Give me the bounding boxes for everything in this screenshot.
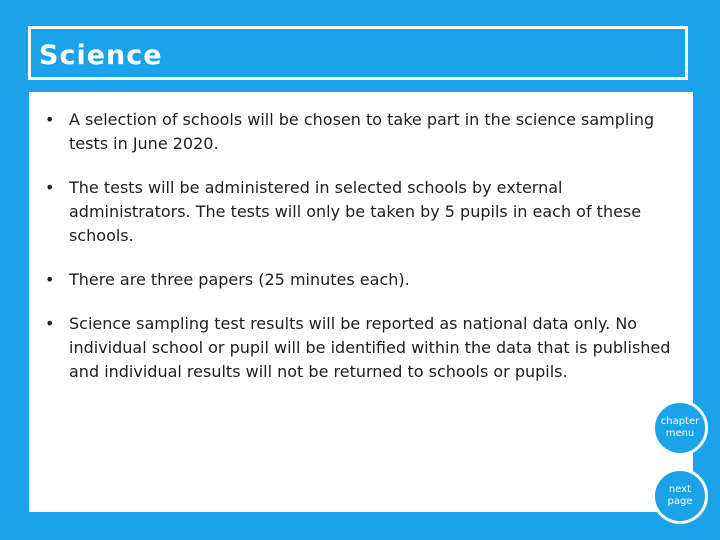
title-bar [28, 26, 688, 80]
next-page-label: next page [667, 484, 693, 507]
slide-title: Science [39, 40, 163, 71]
bullet-item: • Science sampling test results will be reported as national data only. No individual school or pupil will be identified within the data that is published and individual results will not be returned to schools or pupils. [45, 312, 675, 384]
bullet-item: • The tests will be administered in selected schools by external administrators. The tests will only be taken by 5 pupils in each of these schools. [45, 176, 675, 248]
chapter-menu-label: chapter menu [660, 416, 700, 439]
content-panel [29, 92, 693, 512]
bullet-item: • A selection of schools will be chosen to take part in the science sampling tests in June 2020. [45, 108, 675, 156]
chapter-menu-button[interactable] [652, 400, 708, 456]
bullet-list [45, 108, 675, 404]
next-page-button[interactable] [652, 468, 708, 524]
bullet-item: • There are three papers (25 minutes each). [45, 268, 675, 292]
